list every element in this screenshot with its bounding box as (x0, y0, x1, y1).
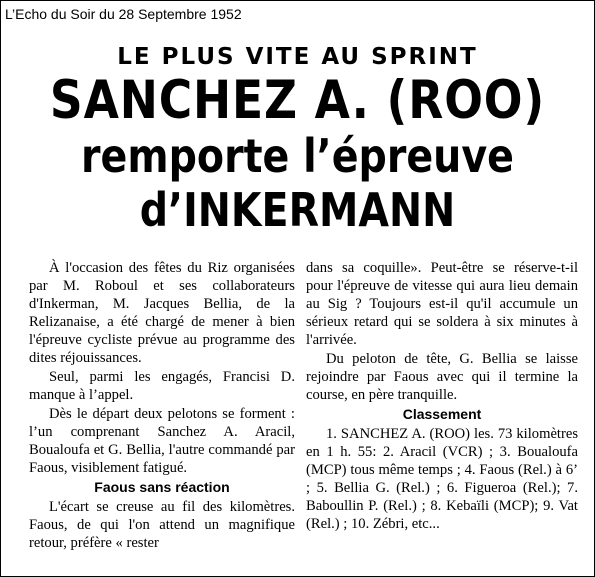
article-paragraph: Dès le départ deux pelotons se forment : l’un comprenant Sanchez A. Aracil, Boualoufa et G. Bellia, l'autre commandé par Faous, visiblement fatigué. (29, 406, 295, 476)
headline-line-1: SANCHEZ A. (ROO) (49, 70, 546, 131)
article-paragraph: L'écart se creuse au fil des kilomètres. Faous, de qui l'on attend un magnifique retour, préfère « rester (29, 499, 295, 551)
section-subhead: Faous sans réaction (94, 479, 230, 495)
article-right-column (306, 259, 578, 534)
article-left-column (29, 259, 295, 553)
article-paragraph: dans sa coquille». Peut-être se réserve-t-il pour l'épreuve de vitesse qui aura lieu demain au Sig ? Toujours est-il qu'il accumule un sérieux retard qui se soldera à six minutes à l'arrivée. (306, 260, 578, 348)
headline-line-3: d’INKERMANN (139, 183, 456, 237)
headline-kicker: LE PLUS VITE AU SPRINT (117, 44, 478, 70)
source-line: L’Echo du Soir du 28 Septembre 1952 (5, 6, 242, 22)
section-subhead: Classement (402, 406, 482, 422)
article-paragraph: À l'occasion des fêtes du Riz organisées par M. Roboul et ses collaborateurs d'Inkerman, M. Jacques Bellia, de la Relizanaise, a été chargé de mener à bien l'épreuve cycliste prévue au programme des dites réjouissances. (29, 260, 295, 366)
results-paragraph: 1. SANCHEZ A. (ROO) les. 73 kilomètres en 1 h. 55: 2. Aracil (VCR) ; 3. Boualoufa (MCP) tous même temps ; 4. Faous (Rel.) à 6’ ; 5. Bellia G. (Rel.) ; 6. Figueroa (Rel.); 7. Baboullin P. (Rel.) ; 8. Kebaïli (MCP); 9. Vat (Rel.) ; 10. Zébri, etc... (306, 426, 578, 532)
headline-line-2: remporte l’épreuve (81, 129, 514, 183)
article-paragraph: Du peloton de tête, G. Bellia se laisse rejoindre par Faous avec qui il termine la course, en père tranquille. (306, 351, 578, 403)
article-paragraph: Seul, parmi les engagés, Francisi D. manque à l’appel. (29, 369, 295, 403)
